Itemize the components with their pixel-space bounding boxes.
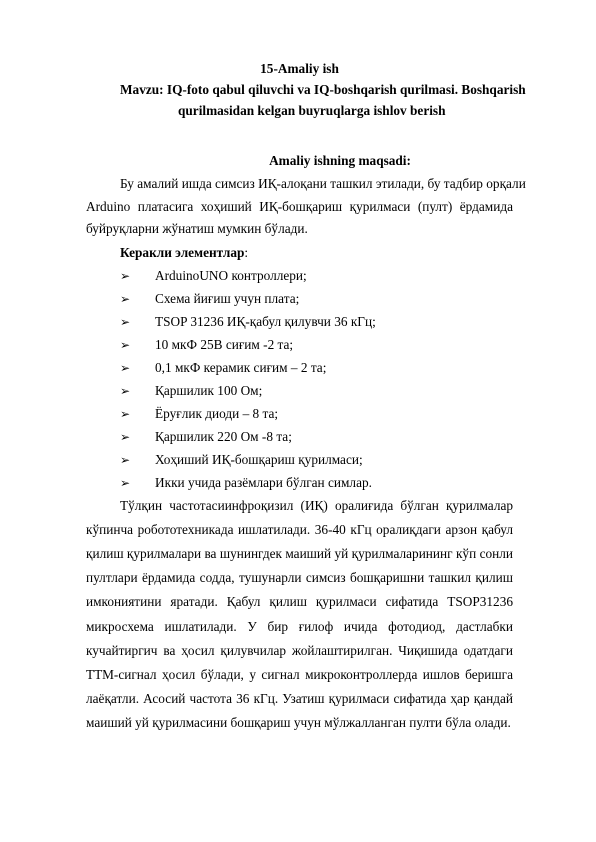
arrowhead-bullet-icon: ➢ (120, 407, 131, 421)
arrowhead-bullet-icon: ➢ (120, 453, 131, 467)
body-line-2: кўпинча робототехникада ишлатилади. 36-40 кГц оралиқдаги арзон қабул (86, 522, 513, 537)
component-item: Ёруғлик диоди – 8 та; (155, 406, 279, 421)
topic-line-2: qurilmasidan kelgan buyruqlarga ishlov berish (178, 103, 446, 118)
body-line-5: имкониятини яратади. Қабул қилиш қурилмаси сифатида TSOP31236 (86, 594, 513, 609)
body-line-9: лаёқатли. Асосий частота 36 кГц. Узатиш қурилмаси сифатида ҳар қандай (86, 691, 513, 706)
body-line-6: микросхема ишлатилади. У бир ғилоф ичида фотодиод, дастлабки (86, 619, 513, 634)
arrowhead-bullet-icon: ➢ (120, 430, 131, 444)
arrowhead-bullet-icon: ➢ (120, 476, 131, 490)
component-item: Қаршилик 220 Ом -8 та; (155, 429, 292, 444)
aim-line-1: Бу амалий ишда симсиз ИҚ-алоқани ташкил этилади, бу тадбир орқали (120, 176, 526, 191)
practical-work-title: 15-Amaliy ish (260, 61, 339, 76)
arrowhead-bullet-icon: ➢ (120, 292, 131, 306)
components-label-colon: : (244, 245, 249, 260)
component-item: TSOP 31236 ИҚ-қабул қилувчи 36 кГц; (155, 314, 376, 329)
body-line-7: кучайтиргич ва ҳосил қилувчилар жойлаштирилган. Чиқишида одатдаги (86, 643, 513, 658)
arrowhead-bullet-icon: ➢ (120, 315, 131, 329)
aim-line-2: Arduino платасига хоҳиший ИҚ-бошқариш қурилмаси (пулт) ёрдамида (86, 199, 513, 214)
components-label-text: Керакли элементлар (120, 245, 245, 260)
aim-line-3: буйруқларни жўнатиш мумкин бўлади. (86, 221, 308, 236)
arrowhead-bullet-icon: ➢ (120, 269, 131, 283)
arrowhead-bullet-icon: ➢ (120, 384, 131, 398)
body-line-8: ТТМ-сигнал ҳосил бўлади, у сигнал микроконтроллерда ишлов беришга (86, 667, 513, 682)
components-label (120, 245, 547, 261)
component-item: 10 мкФ 25В сиғим -2 та; (155, 337, 294, 352)
aim-heading: Amaliy ishning maqsadi: (269, 153, 411, 168)
component-item: Схема йиғиш учун плата; (155, 291, 300, 306)
component-item: Қаршилик 100 Ом; (155, 383, 263, 398)
body-line-1: Тўлқин частотасиинфроқизил (ИҚ) оралиғида бўлган қурилмалар (120, 498, 513, 513)
component-item: ArduinoUNO контроллери; (155, 268, 307, 283)
topic-line-1: Mavzu: IQ-foto qabul qiluvchi va IQ-boshqarish qurilmasi. Boshqarish (120, 82, 526, 97)
component-item: Хоҳиший ИҚ-бошқариш қурилмаси; (155, 452, 363, 467)
body-line-3: қилиш қурилмалари ва шунингдек маиший уй қурилмаларининг кўп сонли (86, 546, 513, 561)
component-item: Икки учида разёмлари бўлган симлар. (155, 475, 372, 490)
arrowhead-bullet-icon: ➢ (120, 338, 131, 352)
body-line-10: маиший уй қурилмасини бошқариш учун мўлжалланган пулти бўла олади. (86, 715, 511, 730)
arrowhead-bullet-icon: ➢ (120, 361, 131, 375)
body-line-4: пултлари ёрдамида содда, тушунарли симсиз бошқаришни ташкил қилиш (86, 570, 513, 585)
component-item: 0,1 мкФ керамик сиғим – 2 та; (155, 360, 327, 375)
